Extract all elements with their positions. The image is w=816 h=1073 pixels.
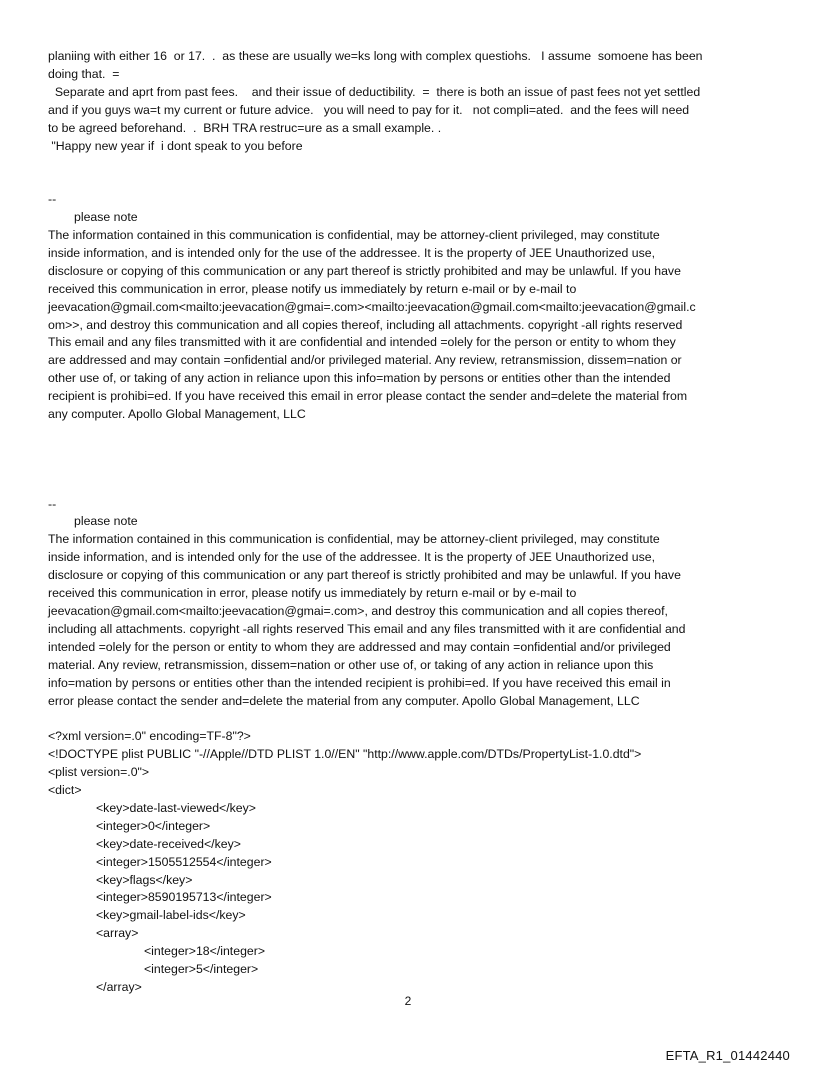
disclaimer-line: recipient is prohibi=ed. If you have received this email in error please contact the sender and=delete the material from xyxy=(48,389,688,404)
disclaimer-line: The information contained in this communication is confidential, may be attorney-client privileged, may constitute xyxy=(48,228,660,243)
disclaimer-line: intended =olely for the person or entity to whom they are addressed and may contain =onfidential and/or privileged xyxy=(48,639,671,654)
plist-array-item: <integer>18</integer> xyxy=(144,944,266,959)
disclaimer-line: including all attachments. copyright -all rights reserved This email and any files transmitted with it are confidential and xyxy=(48,621,686,636)
plist-entry: <key>flags</key> xyxy=(96,872,193,887)
spacer xyxy=(48,173,770,191)
dict-open-tag: <dict> xyxy=(48,783,82,798)
spacer xyxy=(48,442,770,460)
disclaimer-line: jeevacation@gmail.com<mailto:jeevacation@gmai=.com>, and destroy this communication and all copies thereof, xyxy=(48,604,668,618)
plist-entry: <key>date-received</key> xyxy=(96,836,241,851)
plist-block xyxy=(48,728,770,997)
disclaimer-line: disclosure or copying of this communication or any part thereof is strictly prohibited and may be unlawful. If you have xyxy=(48,263,681,278)
please-note-label: please note xyxy=(74,210,138,225)
disclaimer-line: are addressed and may contain =onfidential and/or privileged material. Any review, retransmission, dissem=nation or xyxy=(48,353,682,368)
plist-entry: <integer>1505512554</integer> xyxy=(96,854,272,869)
signature-separator: -- xyxy=(48,496,57,511)
disclaimer-line: jeevacation@gmail.com<mailto:jeevacation@gmai=.com><mailto:jeevacation@gmail.com<mailto:jeevacation@gmail.c xyxy=(48,299,696,314)
spacer xyxy=(48,710,770,728)
email-line: Separate and aprt from past fees. and their issue of deductibility. = there is both an issue of past fees not yet settled xyxy=(48,84,701,99)
disclaimer-line: om>>, and destroy this communication and all copies thereof, including all attachments. copyright -all rights reserved xyxy=(48,317,683,332)
email-line: planiing with either 16 or 17. . as these are usually we=ks long with complex questiohs. I assume somoene has been xyxy=(48,49,703,63)
spacer xyxy=(48,424,770,442)
doctype-line: <!DOCTYPE plist PUBLIC "-//Apple//DTD PLIST 1.0//EN" "http://www.apple.com/DTDs/PropertyList-1.0.dtd"> xyxy=(48,747,642,762)
xml-declaration: <?xml version=.0" encoding=TF-8"?> xyxy=(48,729,251,744)
disclaimer-line: The information contained in this communication is confidential, may be attorney-client privileged, may constitute xyxy=(48,532,660,547)
plist-entry: <key>gmail-label-ids</key> xyxy=(96,908,246,923)
disclaimer-line: any computer. Apollo Global Management, LLC xyxy=(48,407,306,422)
disclaimer-line: disclosure or copying of this communication or any part thereof is strictly prohibited and may be unlawful. If you have xyxy=(48,568,681,583)
plist-entry: <key>date-last-viewed</key> xyxy=(96,800,256,815)
email-line: and if you guys wa=t my current or future advice. you will need to pay for it. not compli=ated. and the fees will need xyxy=(48,102,690,117)
signature-separator: -- xyxy=(48,192,57,207)
bates-number: EFTA_R1_01442440 xyxy=(665,1048,790,1063)
disclaimer-block-1 xyxy=(48,191,770,424)
disclaimer-line: material. Any review, retransmission, dissem=nation or other use of, or taking of any action in reliance upon this xyxy=(48,657,654,672)
plist-array-item: <integer>5</integer> xyxy=(144,962,259,977)
spacer xyxy=(48,155,770,173)
disclaimer-line: inside information, and is intended only for the use of the addressee. It is the property of JEE Unauthorized use, xyxy=(48,550,656,565)
disclaimer-line: This email and any files transmitted with it are confidential and intended =olely for the person or entity to whom they xyxy=(48,335,676,350)
please-note-label: please note xyxy=(74,514,138,529)
plist-entry: <integer>0</integer> xyxy=(96,818,211,833)
spacer xyxy=(48,460,770,478)
email-line: "Happy new year if i dont speak to you before xyxy=(48,138,303,153)
plist-open-tag: <plist version=.0"> xyxy=(48,765,150,780)
array-close-tag: </array> xyxy=(96,980,142,995)
plist-entry: <integer>8590195713</integer> xyxy=(96,890,272,905)
disclaimer-line: received this communication in error, please notify us immediately by return e-mail or by e-mail to xyxy=(48,281,577,296)
disclaimer-line: inside information, and is intended only for the use of the addressee. It is the property of JEE Unauthorized use, xyxy=(48,245,656,260)
disclaimer-line: received this communication in error, please notify us immediately by return e-mail or by e-mail to xyxy=(48,586,577,601)
disclaimer-line: error please contact the sender and=delete the material from any computer. Apollo Global Management, LLC xyxy=(48,693,640,708)
spacer xyxy=(48,478,770,496)
email-line: doing that. = xyxy=(48,66,120,81)
disclaimer-line: info=mation by persons or entities other than the intended recipient is prohibi=ed. If you have received this email in xyxy=(48,675,671,690)
disclaimer-block-2 xyxy=(48,496,770,711)
document-page xyxy=(48,48,770,997)
page-number: 2 xyxy=(404,994,412,1008)
email-body xyxy=(48,48,770,155)
plist-entry: <array> xyxy=(96,926,139,941)
email-line: to be agreed beforehand. . BRH TRA restruc=ure as a small example. . xyxy=(48,120,442,135)
disclaimer-line: other use of, or taking of any action in reliance upon this info=mation by persons or entities other than the intended xyxy=(48,371,671,386)
